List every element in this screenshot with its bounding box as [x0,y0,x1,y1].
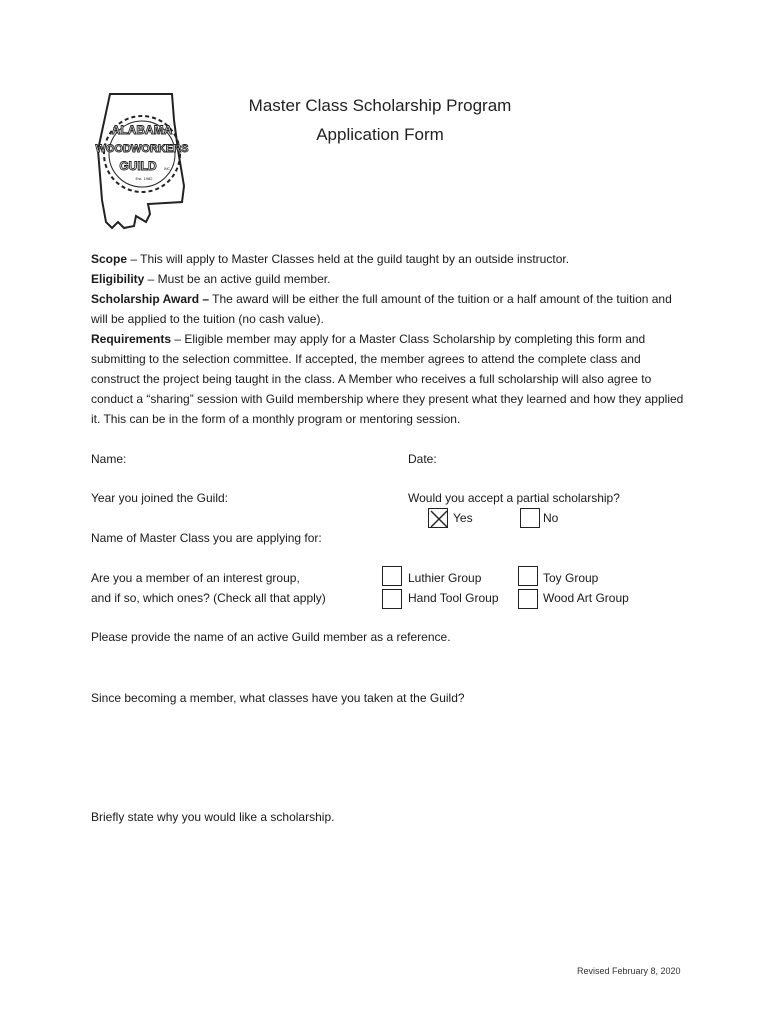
award-label: Scholarship Award – [91,292,210,306]
revision-date: Revised February 8, 2020 [577,966,681,976]
eligibility-text: – Must be an active guild member. [144,272,331,286]
logo-text-line2: WOODWORKERS [95,143,189,155]
why-scholarship-label: Briefly state why you would like a scholarship. [91,810,335,824]
toy-group-checkbox[interactable] [518,566,538,586]
requirements-label: Requirements [91,332,172,346]
scope-label: Scope [91,252,128,266]
logo-text-line3: GUILD [119,159,157,173]
reference-label: Please provide the name of an active Guild member as a reference. [91,630,451,644]
interest-group-question-line2: and if so, which ones? (Check all that apply) [91,591,326,605]
award-text: The award will be either the full amount of the tuition or a half amount of the tuition and will be applied to the tuition (no cash value). [91,292,672,326]
logo-text-line1: ALABAMA [111,123,173,137]
alabama-woodworkers-guild-logo [88,90,198,232]
wood-art-group-checkbox[interactable] [518,589,538,609]
requirements-paragraph [91,329,691,429]
master-class-label: Name of Master Class you are applying for: [91,531,322,545]
name-field-label: Name: [91,452,127,466]
luthier-group-checkbox[interactable] [382,566,402,586]
hand-tool-group-label: Hand Tool Group [408,591,499,605]
partial-no-label: No [543,511,559,525]
partial-yes-checkbox[interactable] [428,508,448,528]
award-paragraph [91,289,691,329]
scope-paragraph [91,249,691,269]
partial-yes-label: Yes [453,511,473,525]
requirements-text: – Eligible member may apply for a Master Class Scholarship by completing this form and submitting to the selection committee. If accepted, the member agrees to attend the complete class and construct the project being taught in the class. A Member who receives a full scholarship will also agree to conduct a “sharing” session with Guild membership where they present what they learned and how they applied it. This can be in the form of a monthly program or mentoring session. [91,332,684,426]
interest-group-question-line1: Are you a member of an interest group, [91,571,300,585]
scope-text: – This will apply to Master Classes held at the guild taught by an outside instructor. [127,252,570,266]
classes-taken-label: Since becoming a member, what classes have you taken at the Guild? [91,691,465,705]
logo-text-est: Est. 1982 [135,176,153,181]
partial-scholarship-question: Would you accept a partial scholarship? [408,491,620,505]
logo-text-inc: INC [164,167,171,171]
eligibility-paragraph [91,269,691,289]
partial-no-checkbox[interactable] [520,508,540,528]
wood-art-group-label: Wood Art Group [543,591,629,605]
check-x-icon [429,509,449,529]
date-field-label: Date: [408,452,437,466]
hand-tool-group-checkbox[interactable] [382,589,402,609]
toy-group-label: Toy Group [543,571,599,585]
form-title: Master Class Scholarship Program [248,96,512,115]
luthier-group-label: Luthier Group [408,571,482,585]
year-joined-label: Year you joined the Guild: [91,491,228,505]
form-subtitle: Application Form [316,125,444,144]
eligibility-label: Eligibility [91,272,145,286]
